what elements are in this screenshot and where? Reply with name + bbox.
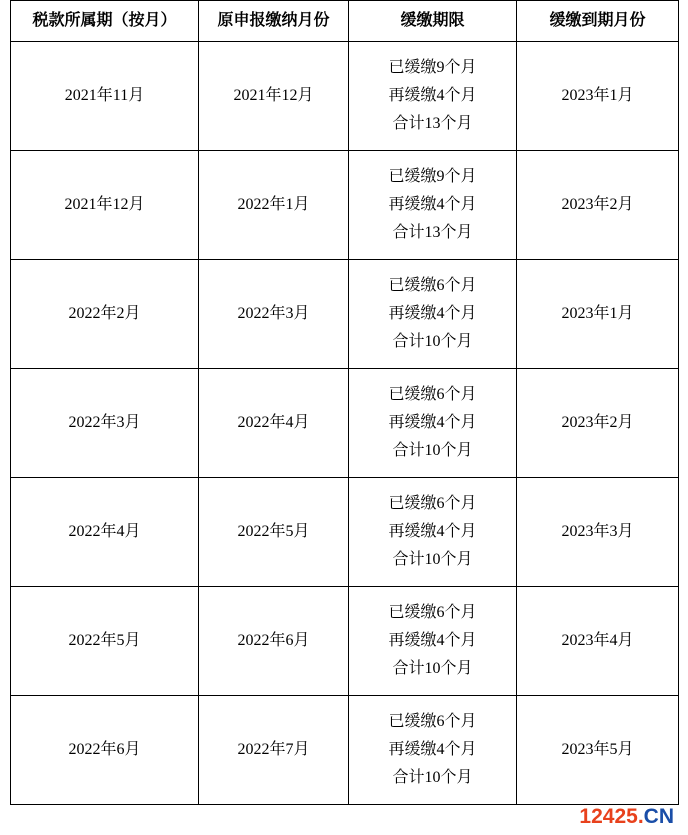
cell-tax-period: 2021年12月 (11, 151, 199, 260)
cell-deferral-term (349, 369, 517, 478)
deferral-line-additional: 再缓缴4个月 (388, 414, 477, 431)
deferral-line-already: 已缓缴6个月 (388, 495, 477, 512)
cell-tax-period: 2022年6月 (11, 696, 199, 805)
cell-original-payment-month: 2021年12月 (199, 42, 349, 151)
cell-deferral-term (349, 260, 517, 369)
table-row (11, 42, 679, 151)
watermark-dot: . (637, 805, 644, 828)
cell-tax-period: 2022年4月 (11, 478, 199, 587)
table-row (11, 369, 679, 478)
cell-deferral-due-month: 2023年5月 (517, 696, 679, 805)
cell-deferral-due-month: 2023年3月 (517, 478, 679, 587)
table-row (11, 696, 679, 805)
deferral-line-already: 已缓缴6个月 (388, 386, 477, 403)
cell-deferral-due-month: 2023年2月 (517, 151, 679, 260)
table-row (11, 478, 679, 587)
cell-deferral-due-month: 2023年1月 (517, 42, 679, 151)
deferral-line-total: 合计10个月 (392, 551, 473, 568)
cell-tax-period: 2022年5月 (11, 587, 199, 696)
table-row (11, 587, 679, 696)
deferral-line-already: 已缓缴6个月 (388, 604, 477, 621)
deferral-line-additional: 再缓缴4个月 (388, 741, 477, 758)
deferral-line-additional: 再缓缴4个月 (388, 632, 477, 649)
deferral-line-total: 合计10个月 (392, 769, 473, 786)
cell-deferral-term (349, 478, 517, 587)
cell-tax-period: 2021年11月 (11, 42, 199, 151)
cell-tax-period: 2022年2月 (11, 260, 199, 369)
deferral-line-already: 已缓缴6个月 (388, 277, 477, 294)
deferral-line-additional: 再缓缴4个月 (388, 87, 477, 104)
tax-deferral-table (10, 0, 679, 805)
table-row (11, 260, 679, 369)
deferral-line-additional: 再缓缴4个月 (388, 305, 477, 322)
cell-deferral-due-month: 2023年2月 (517, 369, 679, 478)
column-header-deferral-due-month: 缓缴到期月份 (517, 1, 679, 42)
table-body (11, 42, 679, 805)
cell-original-payment-month: 2022年1月 (199, 151, 349, 260)
cell-deferral-term (349, 587, 517, 696)
table-header-row (11, 1, 679, 42)
deferral-line-additional: 再缓缴4个月 (388, 523, 477, 540)
deferral-line-already: 已缓缴9个月 (388, 168, 477, 185)
cell-original-payment-month: 2022年3月 (199, 260, 349, 369)
table-row (11, 151, 679, 260)
cell-original-payment-month: 2022年5月 (199, 478, 349, 587)
column-header-deferral-term: 缓缴期限 (349, 1, 517, 42)
column-header-original-payment-month: 原申报缴纳月份 (199, 1, 349, 42)
table-header (11, 1, 679, 42)
deferral-line-total: 合计10个月 (392, 660, 473, 677)
cell-tax-period: 2022年3月 (11, 369, 199, 478)
cell-deferral-due-month: 2023年1月 (517, 260, 679, 369)
deferral-line-total: 合计13个月 (392, 224, 473, 241)
deferral-line-already: 已缓缴6个月 (388, 713, 477, 730)
cell-original-payment-month: 2022年7月 (199, 696, 349, 805)
deferral-line-total: 合计10个月 (392, 333, 473, 350)
cell-original-payment-month: 2022年4月 (199, 369, 349, 478)
deferral-line-total: 合计10个月 (392, 442, 473, 459)
site-watermark (579, 805, 674, 829)
deferral-line-additional: 再缓缴4个月 (388, 196, 477, 213)
column-header-tax-period: 税款所属期（按月） (11, 1, 199, 42)
watermark-suffix: CN (643, 805, 674, 828)
deferral-line-total: 合计13个月 (392, 115, 473, 132)
cell-deferral-term (349, 696, 517, 805)
deferral-line-already: 已缓缴9个月 (388, 59, 477, 76)
cell-deferral-term (349, 42, 517, 151)
cell-deferral-due-month: 2023年4月 (517, 587, 679, 696)
watermark-number: 12425 (579, 805, 638, 828)
cell-deferral-term (349, 151, 517, 260)
cell-original-payment-month: 2022年6月 (199, 587, 349, 696)
